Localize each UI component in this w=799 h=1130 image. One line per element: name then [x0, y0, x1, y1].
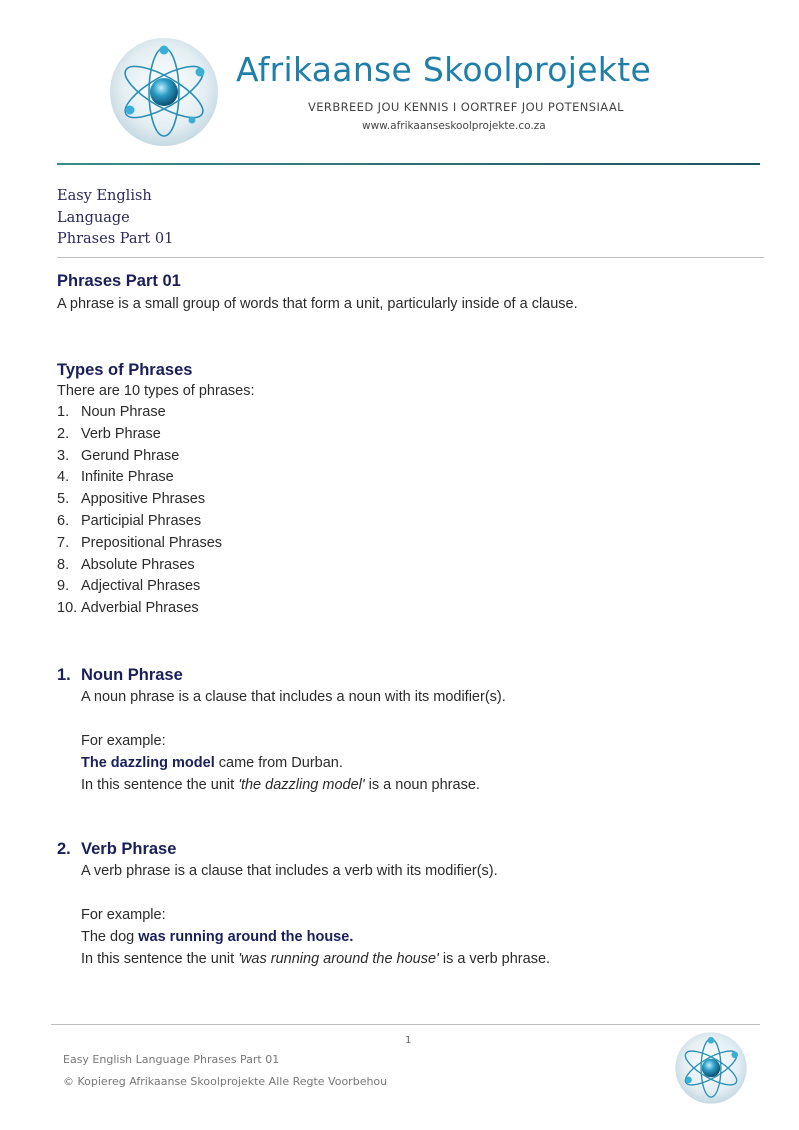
section-number: 2. — [57, 839, 71, 858]
breadcrumb-item: Easy English — [57, 188, 152, 204]
brand-url[interactable]: www.afrikaanseskoolprojekte.co.za — [362, 120, 546, 132]
list-item — [57, 489, 757, 511]
list-item-label: Verb Phrase — [81, 425, 161, 442]
intro-text: A phrase is a small group of words that form a unit, particularly inside of a clause. — [57, 296, 578, 312]
list-item-number: 8. — [57, 556, 70, 573]
verb-example-sentence — [57, 926, 757, 948]
types-heading: Types of Phrases — [57, 361, 193, 379]
noun-example-bold: The dazzling model — [81, 754, 215, 771]
list-item-number: 3. — [57, 447, 70, 464]
atom-logo-icon — [674, 1031, 748, 1105]
noun-phrase-definition: A noun phrase is a clause that includes a noun with its modifier(s). — [81, 688, 506, 705]
list-item-label: Prepositional Phrases — [81, 534, 223, 551]
atom-logo-icon — [108, 36, 220, 148]
types-lead: There are 10 types of phrases: — [57, 383, 255, 399]
explain-pre: In this sentence the unit — [81, 776, 239, 793]
verb-example-explanation — [57, 948, 757, 970]
list-item — [57, 446, 757, 468]
noun-example-rest: came from Durban. — [214, 754, 343, 771]
breadcrumb-item: Phrases Part 01 — [57, 231, 174, 247]
explain-post: is a noun phrase. — [364, 776, 480, 793]
verb-example-bold: was running around the house. — [138, 928, 354, 945]
list-item-number: 10. — [57, 600, 78, 617]
list-item — [57, 533, 757, 555]
breadcrumb-divider — [57, 257, 764, 258]
section-title: Verb Phrase — [81, 839, 177, 858]
noun-example-sentence — [57, 752, 757, 774]
list-item — [57, 424, 757, 446]
list-item-number: 5. — [57, 491, 70, 508]
list-item-label: Participial Phrases — [81, 512, 202, 529]
list-item-label: Adverbial Phrases — [81, 600, 199, 617]
list-item-label: Appositive Phrases — [81, 491, 206, 508]
list-item-label: Adjectival Phrases — [81, 578, 201, 595]
brand-tagline: VERBREED JOU KENNIS I OORTREF JOU POTENSIAAL — [308, 100, 624, 114]
main-content — [57, 272, 757, 970]
list-item-number: 1. — [57, 404, 70, 420]
list-item — [57, 576, 757, 598]
list-item — [57, 598, 757, 620]
list-item-label: Noun Phrase — [81, 404, 166, 420]
footer-copyright: © Kopiereg Afrikaanse Skoolprojekte Alle Regte Voorbehou — [63, 1075, 388, 1088]
noun-phrase-heading — [57, 666, 757, 685]
section-number: 1. — [57, 665, 71, 684]
explain-pre: In this sentence the unit — [81, 950, 239, 967]
brand-title: Afrikaanse Skoolprojekte — [236, 50, 652, 89]
explain-italic: 'the dazzling model' — [238, 776, 365, 793]
list-item-number: 6. — [57, 512, 70, 529]
verb-phrase-definition: A verb phrase is a clause that includes a verb with its modifier(s). — [81, 862, 498, 879]
list-item — [57, 555, 757, 577]
noun-example-label: For example: — [81, 732, 166, 749]
list-item — [57, 402, 757, 424]
explain-italic: 'was running around the house' — [238, 950, 439, 967]
list-item-label: Absolute Phrases — [81, 556, 195, 573]
list-item — [57, 467, 757, 489]
list-item-number: 2. — [57, 425, 70, 442]
intro-heading: Phrases Part 01 — [57, 272, 181, 290]
noun-example-explanation — [57, 774, 757, 796]
page-header — [0, 0, 799, 170]
breadcrumb-item: Language — [57, 209, 130, 226]
explain-post: is a verb phrase. — [438, 950, 551, 967]
list-item — [57, 511, 757, 533]
types-list — [57, 402, 757, 620]
verb-phrase-heading — [57, 840, 757, 859]
list-item-number: 7. — [57, 534, 70, 551]
list-item-label: Infinite Phrase — [81, 469, 174, 486]
list-item-number: 9. — [57, 578, 70, 595]
list-item-number: 4. — [57, 469, 70, 486]
footer-divider — [51, 1024, 760, 1025]
header-divider — [57, 163, 760, 165]
verb-example-pre: The dog — [81, 928, 139, 945]
footer-title: Easy English Language Phrases Part 01 — [63, 1053, 280, 1066]
list-item-label: Gerund Phrase — [81, 447, 180, 464]
verb-example-label: For example: — [81, 906, 166, 923]
section-title: Noun Phrase — [81, 665, 183, 684]
page-number: 1 — [405, 1035, 412, 1046]
breadcrumb — [57, 186, 173, 251]
